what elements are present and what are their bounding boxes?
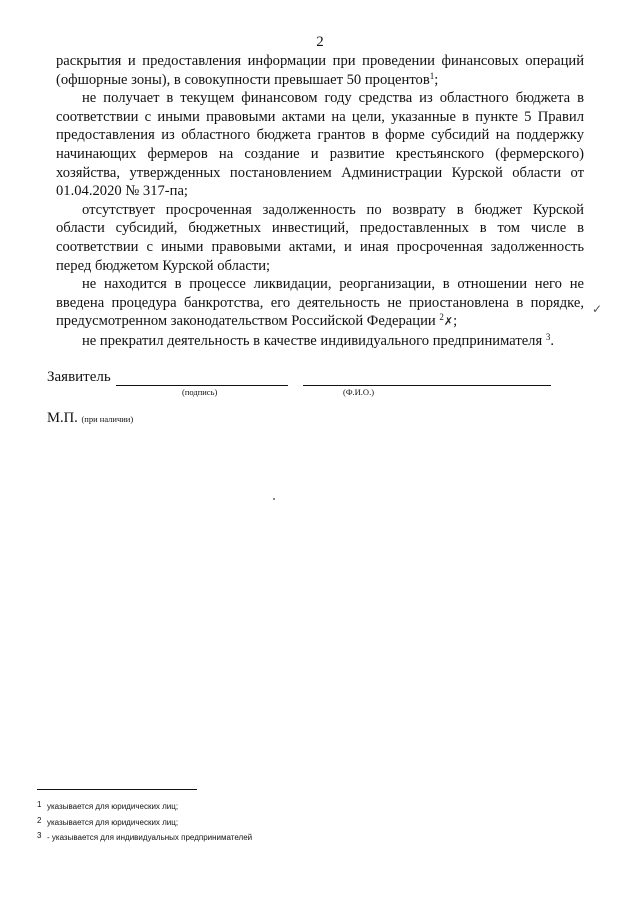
- footnote-ref-1: 1: [429, 70, 435, 81]
- footnote-ref-2: 2: [439, 312, 444, 323]
- scan-dot: [273, 498, 275, 500]
- footnote-divider: [37, 789, 197, 790]
- margin-check-mark: ✓: [592, 302, 603, 316]
- document-body: [56, 52, 584, 351]
- stamp-label: М.П. (при наличии): [47, 410, 134, 426]
- footnotes: [37, 799, 252, 846]
- paragraph-no-overdue-debt: отсутствует просроченная задолженность по возврату в бюджет Курской области субсидий, бюджетных инвестиций, предоставленных в том числе в соответствии с иными правовыми актами, и иная просроченная задолженность перед бюджетом Курской области;: [56, 201, 584, 274]
- paragraph-not-liquidated: не находится в процессе ликвидации, реорганизации, в отношении него не введена процедура банкротства, его деятельность не приостановлена в порядке, предусмотренном законодательством Российской Федерации $^2$✗;: [56, 276, 584, 330]
- paragraph-offshore: раскрытия и предоставления информации при проведении финансовых операций (офшорные зоны), в совокупности превышает 50 процентов$^1$;: [56, 53, 584, 88]
- full-name-line: [303, 385, 551, 386]
- handwritten-mark: ✗: [443, 315, 454, 329]
- applicant-label: Заявитель: [47, 369, 111, 385]
- footnote-1: 1 указывается для юридических лиц;: [37, 800, 179, 811]
- paragraph-not-ceased-ip: не прекратил деятельность в качестве индивидуального предпринимателя $^3$.: [82, 331, 554, 349]
- full-name-caption: (Ф.И.О.): [343, 387, 375, 397]
- paragraph-no-regional-funds: не получает в текущем финансовом году средства из областного бюджета в соответствии с иными правовыми актами на цели, указанные в пункте 5 Правил предоставления из областного бюджета грантов в форме субсидий на поддержку начинающих фермеров на создание и развитие крестьянского (фермерского) хозяйства, утвержденных постановлением Администрации Курской области от 01.04.2020 № 317-па;: [56, 90, 584, 200]
- footnote-ref-3: 3: [545, 331, 551, 342]
- signature-caption: (подпись): [182, 387, 218, 397]
- footnote-2: 2 указывается для юридических лиц;: [37, 815, 179, 827]
- signature-line: [116, 385, 288, 386]
- page-number: 2: [316, 34, 324, 50]
- stamp-note: (при наличии): [81, 414, 134, 424]
- footnote-3: 3 - указывается для индивидуальных предпринимателей: [37, 831, 253, 842]
